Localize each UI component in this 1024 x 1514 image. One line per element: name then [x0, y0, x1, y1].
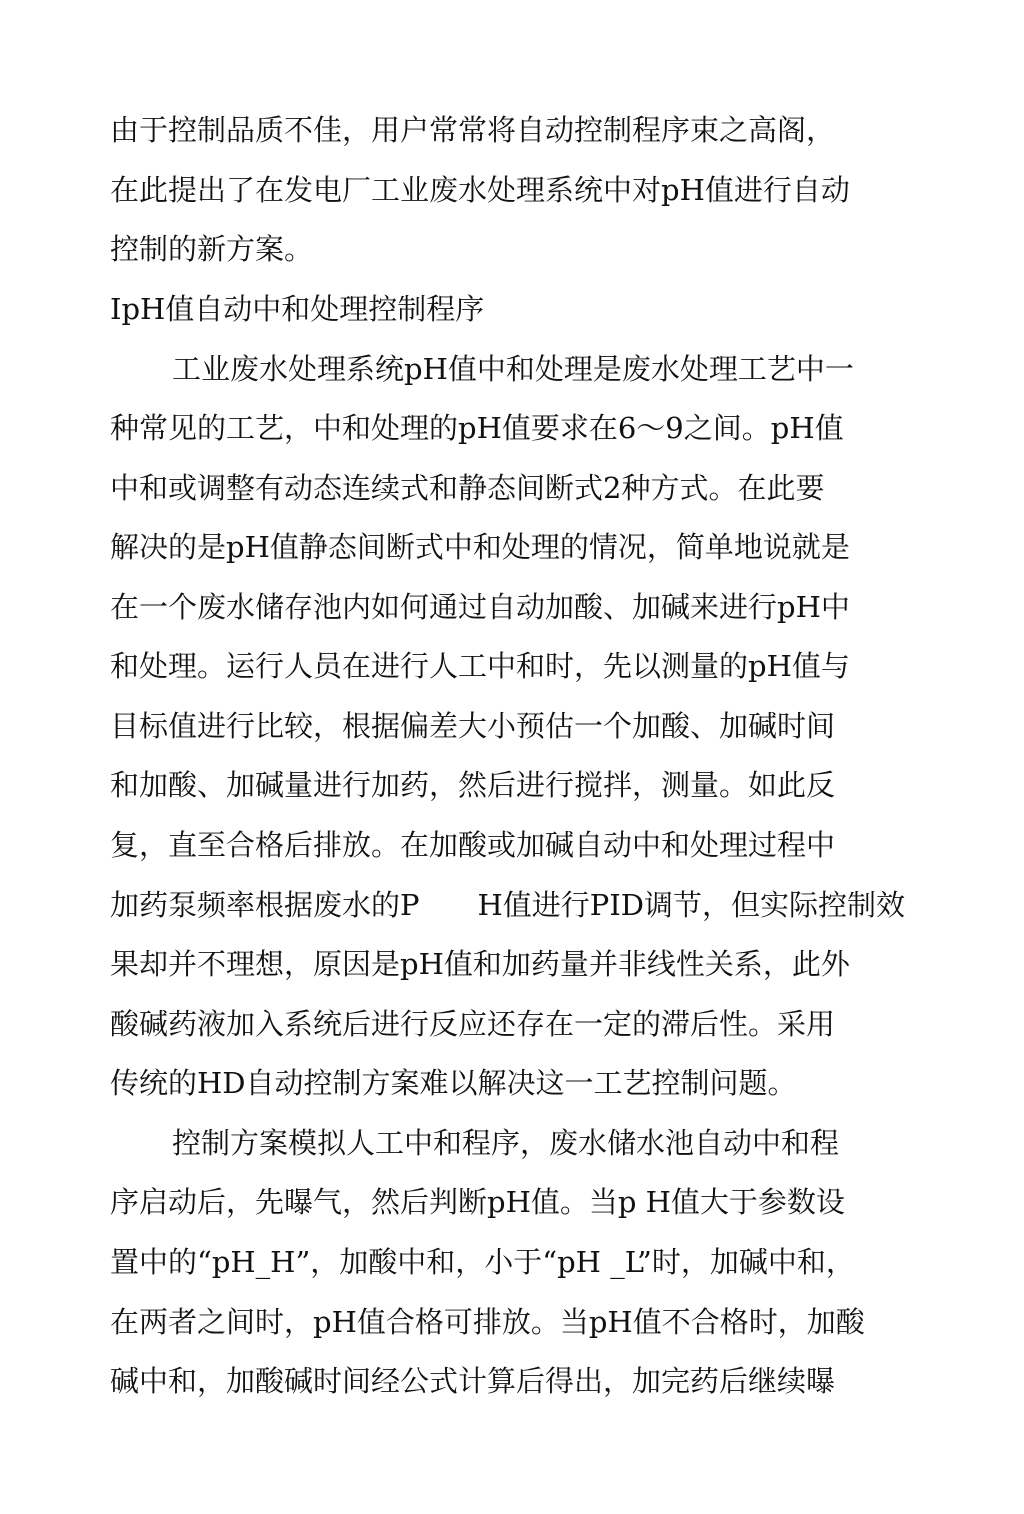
paragraph-line: 中和或调整有动态连续式和静态间断式2种方式。在此要: [110, 471, 825, 505]
paragraph-line: 置中的“pH_H”，加酸中和，小于“pH _L”时，加碱中和，: [110, 1245, 855, 1279]
paragraph-line: 控制方案模拟人工中和程序，废水储水池自动中和程: [172, 1126, 840, 1160]
paragraph-line: 和处理。运行人员在进行人工中和时，先以测量的pH值与: [110, 649, 850, 683]
paragraph-line: 序启动后，先曝气，然后判断pH值。当p H值大于参数设: [110, 1185, 845, 1219]
paragraph-line: 工业废水处理系统pH值中和处理是废水处理工艺中一: [172, 352, 854, 386]
paragraph-line: 目标值进行比较，根据偏差大小预估一个加酸、加碱时间: [110, 709, 836, 743]
paragraph-line: 酸碱药液加入系统后进行反应还存在一定的滞后性。采用: [110, 1007, 836, 1041]
paragraph-line: 在两者之间时，pH值合格可排放。当pH值不合格时，加酸: [110, 1305, 865, 1339]
paragraph-line: 和加酸、加碱量进行加药，然后进行搅拌，测量。如此反: [110, 768, 836, 802]
paragraph-line: 种常见的工艺，中和处理的pH值要求在6～9之间。pH值: [110, 411, 844, 445]
paragraph-line: 控制的新方案。: [110, 232, 314, 266]
paragraph-line: 在一个废水储存池内如何通过自动加酸、加碱来进行pH中: [110, 590, 850, 624]
paragraph-line: 复，直至合格后排放。在加酸或加碱自动中和处理过程中: [110, 828, 836, 862]
section-heading: IpH值自动中和处理控制程序: [110, 292, 485, 326]
paragraph-line: 解决的是pH值静态间断式中和处理的情况，简单地说就是: [110, 530, 850, 564]
paragraph-line: 传统的HD自动控制方案难以解决这一工艺控制问题。: [110, 1066, 797, 1100]
paragraph-line: 果却并不理想，原因是pH值和加药量并非线性关系，此外: [110, 947, 850, 981]
paragraph-line: 加药泵频率根据废水的P H值进行PID调节，但实际控制效: [110, 888, 906, 922]
paragraph-line: 由于控制品质不佳，用户常常将自动控制程序束之高阁，: [110, 113, 836, 147]
paragraph-line: 在此提出了在发电厂工业废水处理系统中对pH值进行自动: [110, 173, 850, 207]
paragraph-line: 碱中和，加酸碱时间经公式计算后得出，加完药后继续曝: [110, 1364, 836, 1398]
